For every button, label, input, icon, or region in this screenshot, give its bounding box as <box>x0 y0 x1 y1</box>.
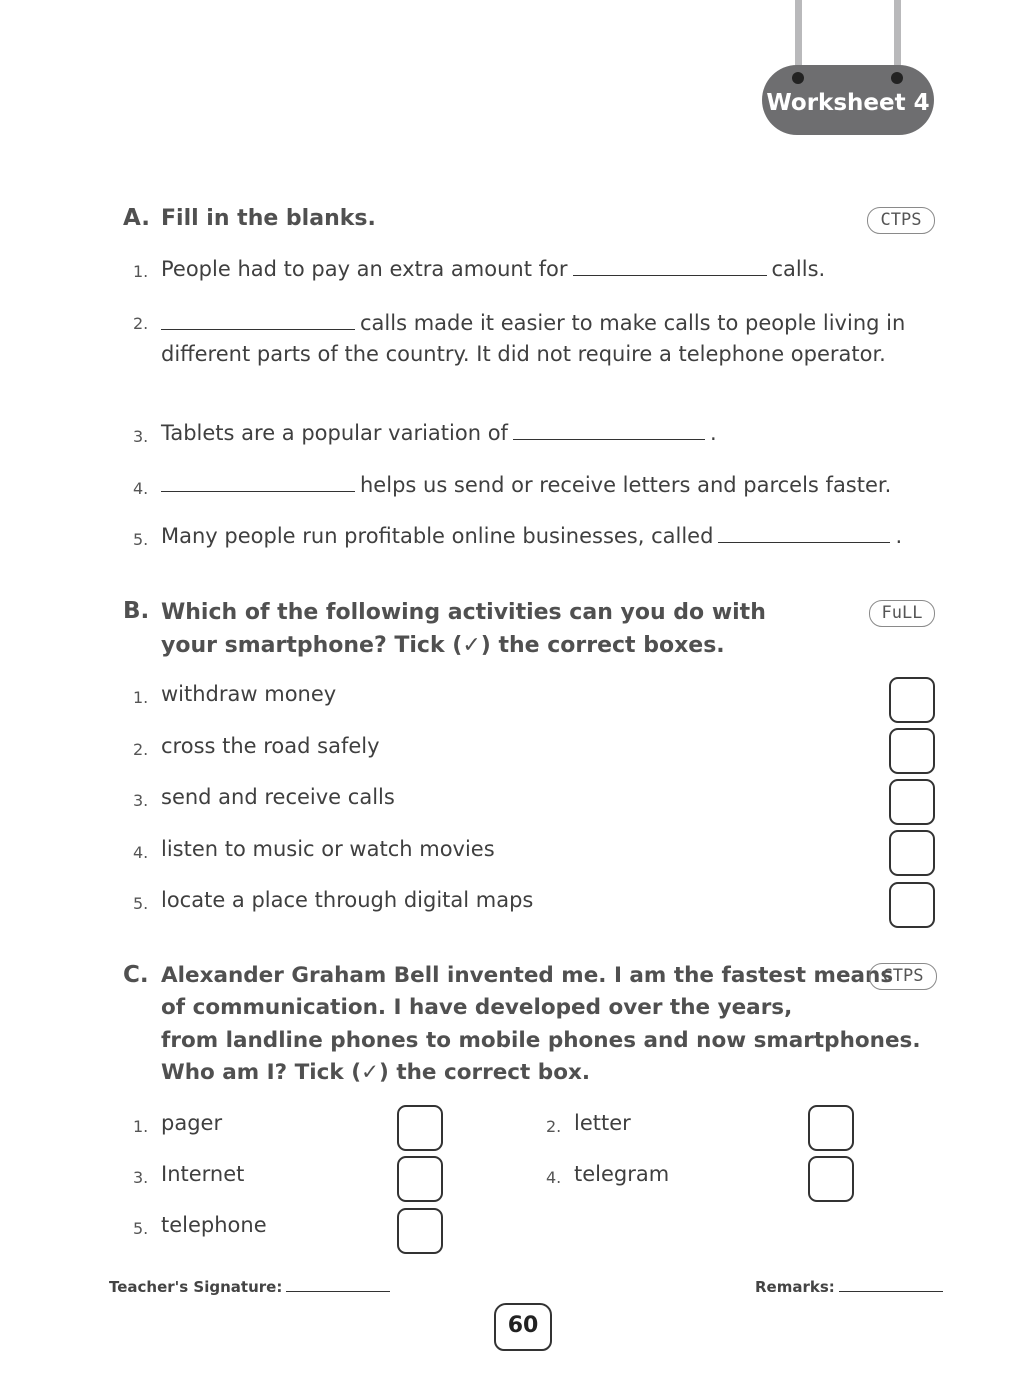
teacher-signature-label: Teacher's Signature: <box>109 1278 283 1296</box>
teacher-signature <box>109 1278 390 1296</box>
a-item-5 <box>161 524 902 548</box>
a-item-1 <box>161 257 825 281</box>
c-item-3-number: 3. <box>133 1168 149 1187</box>
c-item-4-number: 4. <box>546 1168 562 1187</box>
b-item-1-number: 1. <box>133 688 149 707</box>
c-item-5-text: telephone <box>161 1213 267 1237</box>
b-item-2-checkbox[interactable] <box>889 728 935 774</box>
section-b-title: Which of the following activities can you do with your smartphone? Tick (✓) the correct boxes. <box>161 600 766 658</box>
section-c-letter: C. <box>123 962 149 988</box>
a-item-2-number: 2. <box>133 314 149 333</box>
a-item-5-suffix: . <box>895 524 903 548</box>
a-item-3-text: Tablets are a popular variation of <box>161 421 508 445</box>
a-item-5-text: Many people run profitable online businesses, called <box>161 524 714 548</box>
b-item-4-number: 4. <box>133 843 149 862</box>
b-item-2-text: cross the road safely <box>161 734 380 758</box>
c-item-3-checkbox[interactable] <box>397 1156 443 1202</box>
section-c-title-line-3: from landline phones to mobile phones and now smartphones. <box>161 1028 921 1053</box>
a-item-5-number: 5. <box>133 530 149 549</box>
c-item-5-checkbox[interactable] <box>397 1208 443 1254</box>
a-item-2-text: calls made it easier to make calls to people living in different parts of the country. It did not require a telephone operator. <box>161 311 906 366</box>
c-item-4-text: telegram <box>574 1162 670 1186</box>
remarks <box>755 1278 943 1296</box>
a-item-1-blank[interactable] <box>573 275 767 276</box>
c-item-1-text: pager <box>161 1111 223 1135</box>
b-item-3-number: 3. <box>133 791 149 810</box>
section-a-letter: A. <box>123 205 150 231</box>
b-item-3-text: send and receive calls <box>161 785 395 809</box>
section-b-letter: B. <box>123 598 150 624</box>
c-item-1-number: 1. <box>133 1117 149 1136</box>
b-item-1-text: withdraw money <box>161 682 337 706</box>
a-item-4 <box>161 473 891 497</box>
worksheet-title: Worksheet 4 <box>762 65 934 135</box>
section-a-title: Fill in the blanks. <box>161 206 376 231</box>
a-item-1-text: People had to pay an extra amount for <box>161 257 568 281</box>
a-item-2 <box>161 308 921 369</box>
c-item-3-text: Internet <box>161 1162 245 1186</box>
a-item-5-blank[interactable] <box>718 542 890 543</box>
a-item-3-suffix: . <box>709 421 717 445</box>
a-item-3 <box>161 421 717 445</box>
section-b-badge: FuLL <box>869 600 935 627</box>
page-number: 60 <box>494 1303 552 1351</box>
section-c-badge: CTPS <box>869 963 937 990</box>
tag-hole-left <box>792 72 804 84</box>
section-c-title-line-2: of communication. I have developed over the years, <box>161 995 793 1020</box>
remarks-label: Remarks: <box>755 1278 835 1296</box>
c-item-4-checkbox[interactable] <box>808 1156 854 1202</box>
section-c-title-line-4: Who am I? Tick (✓) the correct box. <box>161 1060 591 1085</box>
c-item-1-checkbox[interactable] <box>397 1105 443 1151</box>
b-item-5-checkbox[interactable] <box>889 882 935 928</box>
tag-hole-right <box>891 72 903 84</box>
b-item-2-number: 2. <box>133 740 149 759</box>
c-item-2-number: 2. <box>546 1117 562 1136</box>
remarks-line[interactable] <box>839 1291 943 1292</box>
b-item-4-checkbox[interactable] <box>889 830 935 876</box>
b-item-5-text: locate a place through digital maps <box>161 888 534 912</box>
a-item-4-number: 4. <box>133 479 149 498</box>
tag-hanger-left <box>795 0 802 74</box>
c-item-5-number: 5. <box>133 1219 149 1238</box>
a-item-4-blank[interactable] <box>161 491 355 492</box>
b-item-3-checkbox[interactable] <box>889 779 935 825</box>
teacher-signature-line[interactable] <box>286 1291 390 1292</box>
a-item-3-blank[interactable] <box>513 439 705 440</box>
a-item-1-suffix: calls. <box>771 257 826 281</box>
tag-hanger-right <box>894 0 901 74</box>
a-item-3-number: 3. <box>133 427 149 446</box>
section-a-badge: CTPS <box>867 207 935 234</box>
a-item-1-number: 1. <box>133 262 149 281</box>
b-item-4-text: listen to music or watch movies <box>161 837 495 861</box>
c-item-2-text: letter <box>574 1111 631 1135</box>
section-c-title-line-1: Alexander Graham Bell invented me. I am the fastest means <box>161 963 894 988</box>
c-item-2-checkbox[interactable] <box>808 1105 854 1151</box>
b-item-5-number: 5. <box>133 894 149 913</box>
a-item-4-text: helps us send or receive letters and parcels faster. <box>360 473 892 497</box>
b-item-1-checkbox[interactable] <box>889 677 935 723</box>
a-item-2-blank[interactable] <box>161 329 355 330</box>
